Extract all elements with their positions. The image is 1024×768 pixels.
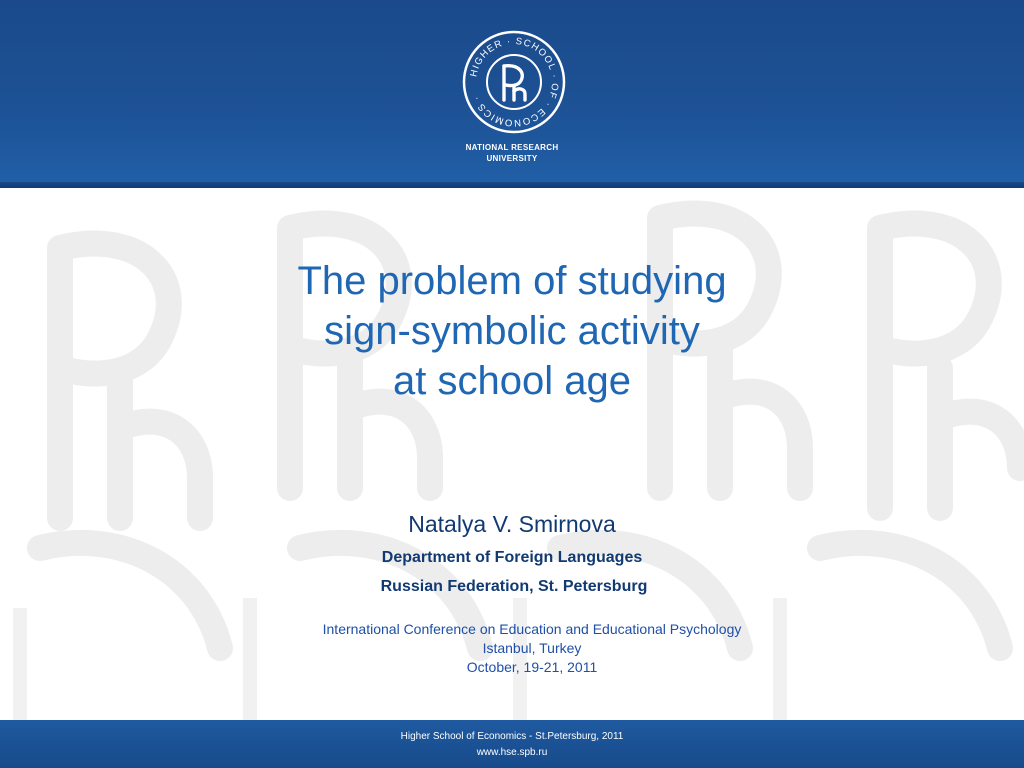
logo-caption-line1: NATIONAL RESEARCH (465, 143, 559, 152)
title-line-2: sign-symbolic activity (324, 309, 700, 353)
footer-website-link[interactable]: www.hse.spb.ru (476, 747, 548, 758)
slide-title (212, 256, 812, 406)
conference-place: Istanbul, Turkey (482, 640, 582, 656)
conference-info (232, 620, 832, 677)
author-name: Natalya V. Smirnova (408, 511, 616, 537)
title-line-3: at school age (393, 359, 631, 403)
conference-name: International Conference on Education and Educational Psychology (322, 621, 742, 637)
conference-date: October, 19-21, 2011 (466, 659, 598, 675)
logo-caption-line2: UNIVERSITY (486, 154, 538, 163)
footer-banner (0, 720, 1024, 768)
footer-institution: Higher School of Economics - St.Petersburg, 2011 (400, 731, 624, 742)
hse-logo (462, 30, 566, 134)
author-location: Russian Federation, St. Petersburg (380, 578, 648, 595)
title-line-1: The problem of studying (297, 259, 727, 303)
logo-ring-text: HIGHER · SCHOOL · OF · ECONOMICS · (468, 35, 561, 129)
logo-caption (412, 142, 612, 164)
hse-emblem-icon (462, 30, 566, 134)
author-department: Department of Foreign Languages (381, 549, 643, 566)
